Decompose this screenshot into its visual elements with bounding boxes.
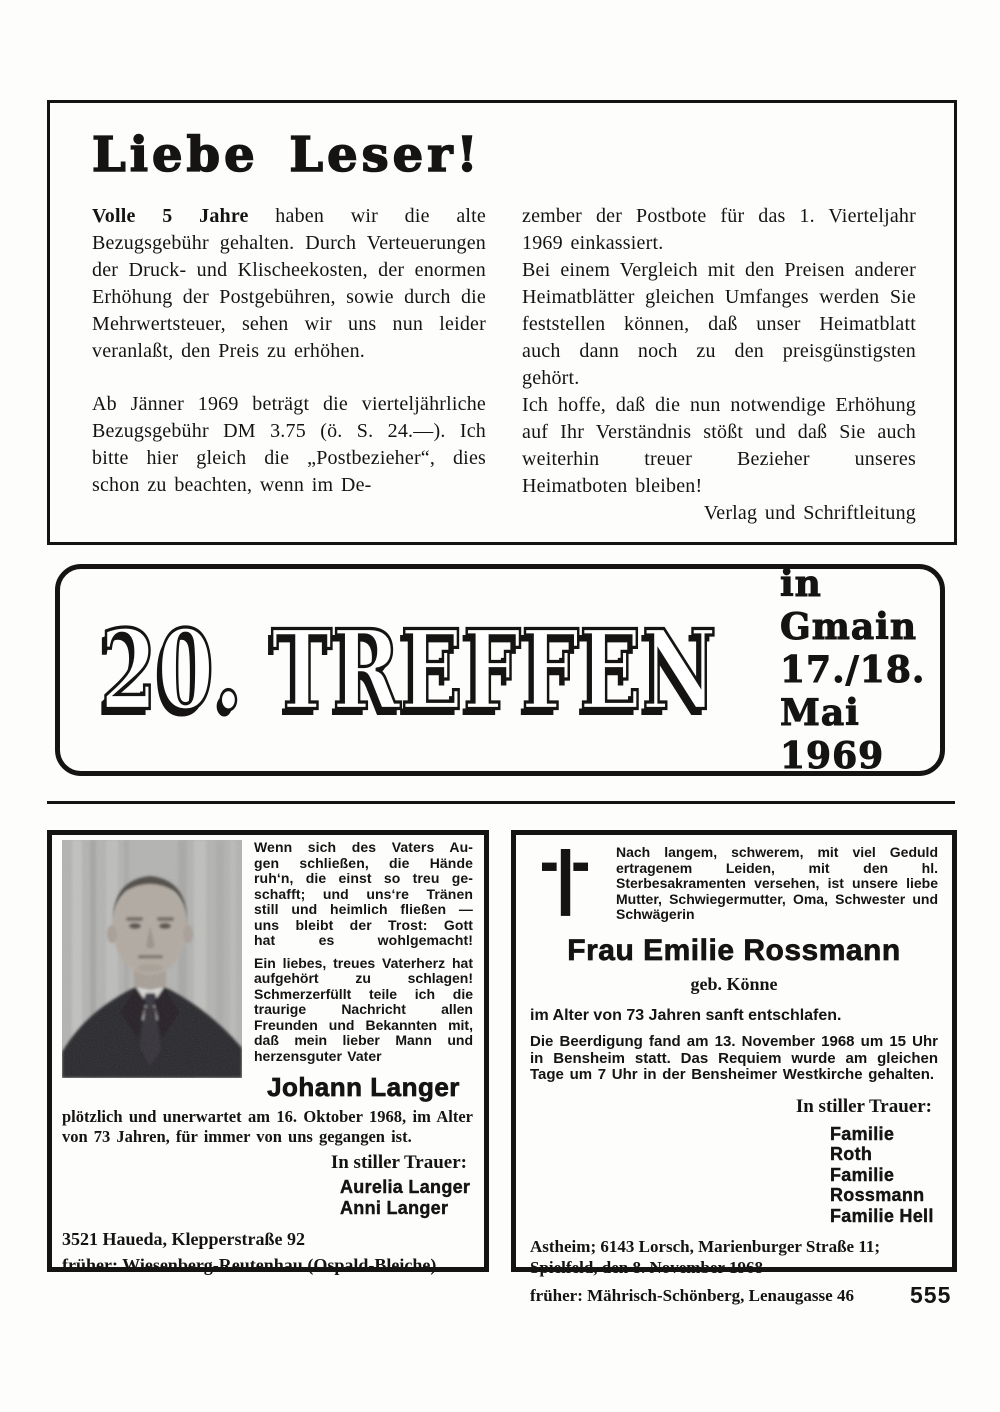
mourner-name: Anni Langer [340, 1197, 449, 1218]
notice-paragraph-1-text: haben wir die alte Bezugsgebühr gehalten. Durch Verteuerungen der Druck- und Klischeekosten, der enormen Erhöhung der Postgebühren, sowie durch die Mehrwertsteuer, sehen wir uns nun leider veranlaßt, den Preis zu erhöhen. [92, 205, 486, 362]
poem-line: hat es wohlgemacht! [254, 932, 473, 948]
reader-notice-box [47, 100, 957, 545]
portrait-photo [62, 840, 242, 1078]
treffen-banner [55, 564, 945, 776]
address-line: früher: Mährisch-Schönberg, Lenaugasse 46 [530, 1286, 854, 1305]
poem-line: schafft; und uns‘re Tränen [254, 885, 473, 902]
notice-title: Liebe Leser! [92, 127, 482, 183]
memorial-poem [254, 840, 473, 949]
mourning-label: In stiller Trauer: [330, 1152, 467, 1173]
mourner-name: Aurelia Langer [340, 1177, 471, 1197]
address-line: 3521 Haueda, Klepperstraße 92 [62, 1229, 305, 1249]
obituary-right-top [530, 843, 938, 923]
poem-line: Wenn sich des Vaters Au- [254, 839, 473, 855]
deceased-name: Frau Emilie Rossmann [567, 934, 901, 967]
poem-line: gen schließen, die Hände [254, 854, 473, 871]
banner-date-month: Mai 1969 [780, 691, 885, 777]
address-line: früher: Wiesenberg-Reutenhau (Ospald-Bleiche) [62, 1255, 437, 1275]
notice-column-right [522, 203, 916, 527]
address-line: Astheim; 6143 Lorsch, Marienburger Straße 11; [530, 1237, 881, 1256]
banner-title: 20. TREFFEN [100, 605, 717, 735]
banner-date-days: 17./18. [780, 648, 926, 691]
cross-icon [530, 843, 606, 923]
cross-icon-graphic [542, 849, 588, 918]
notice-paragraph-5: Ich hoffe, daß die nun notwendige Erhöhung auf Ihr Verständnis stößt und daß Sie auch weiterhin treuer Bezieher unseres Heimatboten bleiben! [522, 394, 916, 497]
obituary-left-top [62, 840, 473, 1101]
mourner-name: Familie Roth [830, 1123, 895, 1164]
obituary-left-text [254, 840, 473, 1101]
passing-text: plötzlich und unerwartet am 16. Oktober 1968, im Alter von 73 Jahren, für immer von uns gegangen ist. [62, 1107, 473, 1146]
notice-signature: Verlag und Schriftleitung [703, 502, 916, 524]
notice-paragraph-4: Bei einem Vergleich mit den Preisen anderer Heimatblätter gleichen Umfanges werden Sie feststellen können, daß unser Heimatblatt auch dann noch zu den preisgünstigsten gehört. [522, 259, 916, 389]
age-line: im Alter von 73 Jahren sanft entschlafen. [530, 1007, 842, 1024]
funeral-text: Die Beerdigung fand am 13. November 1968 um 15 Uhr in Bensheim statt. Das Requiem wurde am gleichen Tage um 7 Uhr in der Bensheimer Westkirche gehalten. [530, 1033, 938, 1083]
notice-paragraph-3: zember der Postbote für das 1. Vierteljahr 1969 einkassiert. [522, 205, 916, 254]
poem-line: still und heimlich fließen — [254, 901, 473, 917]
address-line: Spielfeld, den 8. November 1968 [530, 1258, 763, 1277]
page-number: 555 [910, 1282, 952, 1308]
portrait-photo-graphic [62, 840, 242, 1078]
obituary-johann-langer [47, 830, 489, 1275]
notice-paragraph-2: Ab Jänner 1969 beträgt die vierteljährliche Bezugsgebühr DM 3.75 (ö. S. 24.—). Ich bitte hier gleich die „Postbezieher“, dies schon zu beachten, wenn im De- [92, 393, 486, 496]
poem-line: uns bleibt der Trost: Gott [254, 916, 473, 933]
obituary-intro: Ein liebes, treues Vaterherz hat aufgehört zu schlagen! Schmerzerfüllt teile ich die traurige Nachricht allen Freunden und Bekannten mit, daß mein lieber Mann und herzensguter Vater [254, 954, 473, 1064]
section-divider [47, 801, 955, 804]
mourners-list [830, 1124, 938, 1227]
banner-dates [780, 563, 940, 778]
mourners-list [340, 1177, 473, 1218]
mourner-name: Familie Rossmann [830, 1164, 925, 1205]
notice-lead-bold: Volle 5 Jahre [92, 205, 249, 227]
maiden-name: geb. Könne [690, 974, 778, 994]
poem-line: ruh‘n, die einst so treu ge- [254, 870, 473, 886]
deceased-name: Johann Langer [267, 1072, 460, 1102]
mourner-name: Familie Hell [830, 1205, 934, 1226]
mourning-label: In stiller Trauer: [795, 1095, 932, 1117]
notice-columns [92, 203, 916, 527]
obituary-intro: Nach langem, schwerem, mit viel Geduld ertragenem Leiden, mit den hl. Sterbesakramenten versehen, ist unsere liebe Mutter, Schwiegermutter, Oma, Schwester und Schwägerin [616, 844, 938, 922]
notice-column-left [92, 203, 486, 527]
notice-paragraph-1 [92, 203, 486, 365]
banner-location: in Gmain [780, 562, 918, 648]
